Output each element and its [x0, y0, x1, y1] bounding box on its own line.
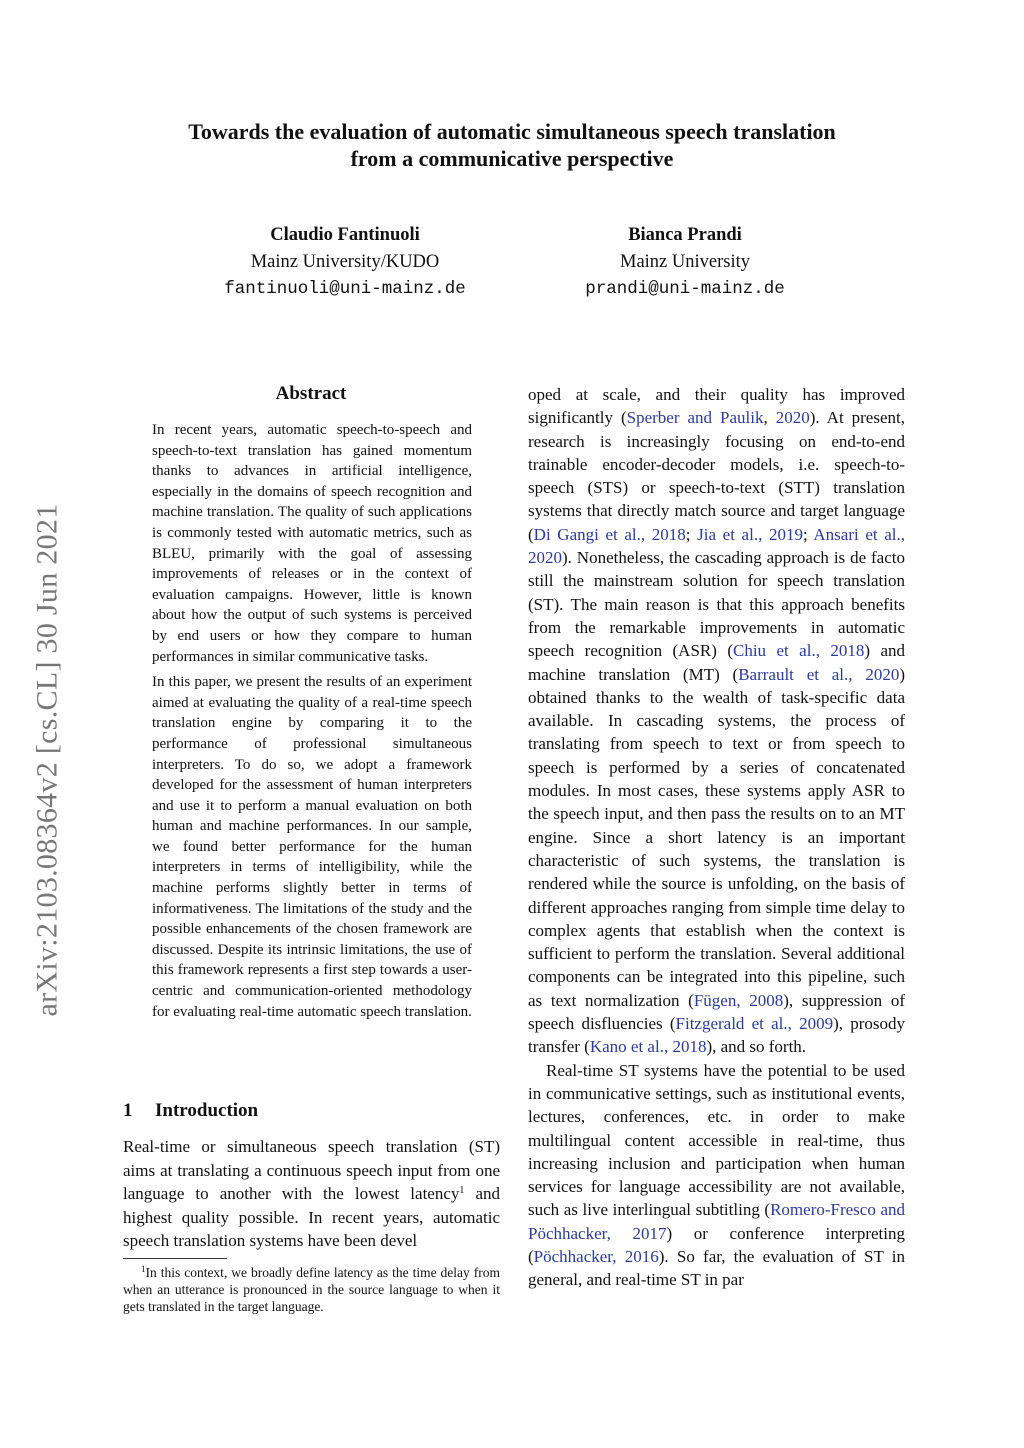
- paper-title: [100, 118, 924, 172]
- citation-link[interactable]: 2020: [775, 408, 810, 428]
- body-text: ) and machine translation (MT) (: [528, 641, 905, 684]
- author-email: fantinuoli@uni-mainz.de: [224, 279, 466, 299]
- author-block-2: [520, 222, 850, 303]
- citation-link[interactable]: Fügen, 2008: [693, 990, 784, 1010]
- section-title: Introduction: [155, 1100, 259, 1121]
- citation-link[interactable]: Pöchhacker, 2016: [533, 1246, 659, 1266]
- arxiv-sidebar: [30, 460, 66, 1060]
- citation-link[interactable]: Romero-Fresco and Pöchhacker, 2017: [528, 1200, 905, 1243]
- body-text: ,: [763, 408, 776, 428]
- citation-link[interactable]: Barrault et al., 2020: [738, 664, 900, 684]
- author-email: prandi@uni-mainz.de: [585, 279, 785, 299]
- citation-link[interactable]: Chiu et al., 2018: [733, 641, 865, 661]
- right-column: [528, 383, 905, 1292]
- body-text: ) or conference interpreting (: [528, 1223, 905, 1266]
- footnote: [123, 1264, 500, 1315]
- body-text: ;: [802, 524, 814, 544]
- title-line-2: from a communicative perspective: [350, 146, 674, 171]
- body-text: ). At present, research is increasingly focusing on end-to-end trainable encoder-decoder models, i.e. speech-to-speech (STS) or speech-to-text (STT) translation systems that directly match source and target language (: [528, 408, 905, 544]
- arxiv-identifier: arXiv:2103.08364v2 [cs.CL] 30 Jun 2021: [31, 503, 64, 1017]
- intro-text: and highest quality possible. In recent years, automatic speech translation systems have been devel: [123, 1184, 500, 1250]
- citation-link[interactable]: Jia et al., 2019: [697, 524, 803, 544]
- body-text: ) obtained thanks to the wealth of task-specific data available. In cascading systems, the process of translating from speech to text or from speech to speech is performed by a series of concatenated modules. In most cases, these systems apply ASR to the speech input, and then pass the results on to an MT engine. Since a short latency is an important characteristic of such systems, the translation is rendered while the source is unfolding, on the basis of different approaches ranging from simple time delay to complex agents that establish when the context is sufficient to perform the translation. Several additional components can be integrated into this pipeline, such as text normalization (: [528, 664, 905, 1010]
- author-name: Bianca Prandi: [628, 225, 742, 245]
- abstract-paragraph-2: In this paper, we present the results of an experiment aimed at evaluating the quality of a real-time speech translation engine by comparing it to the performance of professional simultaneous interpreters. To do so, we adopt a framework developed for the assessment of human interpreters and use it to perform a manual evaluation on both human and machine performances. In our sample, we found better performance for the human interpreters in terms of intelligibility, while the machine performs slightly better in terms of informativeness. The limitations of the study and the possible enhancements of the chosen framework are discussed. Despite its intrinsic limitations, the use of this framework represents a first step towards a user-centric and communication-oriented methodology for evaluating real-time automatic speech translation.: [152, 674, 472, 1020]
- footnote-text: In this context, we broadly define latency as the time delay from when an utterance is pronounced in the source language to when it gets translated in the target language.: [123, 1265, 500, 1314]
- footnote-reference[interactable]: 1: [459, 1185, 465, 1196]
- intro-text: Real-time or simultaneous speech translation (ST) aims at translating a continuous speech input from one language to another with the lowest latency: [123, 1137, 500, 1203]
- citation-link[interactable]: Kano et al., 2018: [589, 1037, 707, 1057]
- body-text: oped at scale, and their quality has improved significantly (: [528, 385, 905, 428]
- abstract-paragraph-1: In recent years, automatic speech-to-speech and speech-to-text translation has gained momentum thanks to advances in artificial intelligence, especially in the domains of speech recognition and machine translation. The quality of such applications is commonly tested with automatic metrics, such as BLEU, primarily with the goal of assessing improvements of releases or in the context of evaluation campaigns. However, little is known about how the output of such systems is perceived by end users or how they compare to human performances in similar communicative tasks.: [152, 422, 472, 665]
- abstract-heading: Abstract: [275, 383, 347, 404]
- body-text: ), and so forth.: [706, 1037, 807, 1057]
- right-paragraph-1: [528, 383, 905, 1059]
- section-number: 1: [123, 1100, 133, 1121]
- footnote-mark: 1: [141, 1264, 146, 1274]
- citation-link[interactable]: Ansari et al., 2020: [528, 524, 905, 568]
- abstract-body: [152, 420, 472, 1027]
- intro-paragraph-1: [123, 1135, 500, 1253]
- section-heading-introduction: [123, 1100, 258, 1122]
- body-text: ;: [685, 524, 698, 544]
- body-text: Real-time ST systems have the potential to be used in communicative settings, such as institutional events, lectures, conferences, etc. in order to make multilingual content accessible in real-time, thus increasing inclusion and participation when human services for language accessibility are not available, such as live interlingual subtitling (: [528, 1060, 905, 1220]
- author-block-1: [180, 222, 510, 303]
- body-text: ), suppression of speech disfluencies (: [528, 990, 906, 1034]
- introduction-body: [123, 1135, 500, 1253]
- body-text: ). So far, the evaluation of ST in general, and real-time ST in par: [528, 1246, 905, 1290]
- body-text: ). Nonetheless, the cascading approach is de facto still the mainstream solution for speech translation (ST). The main reason is that this approach benefits from the remarkable improvements in automatic speech recognition (ASR) (: [528, 548, 905, 661]
- body-text: ), prosody transfer (: [528, 1014, 905, 1057]
- author-name: Claudio Fantinuoli: [270, 225, 420, 245]
- title-line-1: Towards the evaluation of automatic simultaneous speech translation: [188, 119, 836, 144]
- citation-link[interactable]: Sperber and Paulik: [626, 408, 764, 428]
- footnote-divider: [123, 1258, 227, 1259]
- author-affiliation: Mainz University/KUDO: [250, 252, 440, 272]
- right-paragraph-2: [528, 1059, 905, 1292]
- citation-link[interactable]: Fitzgerald et al., 2009: [675, 1014, 834, 1034]
- citation-link[interactable]: Di Gangi et al., 2018: [533, 524, 686, 544]
- author-affiliation: Mainz University: [620, 252, 750, 272]
